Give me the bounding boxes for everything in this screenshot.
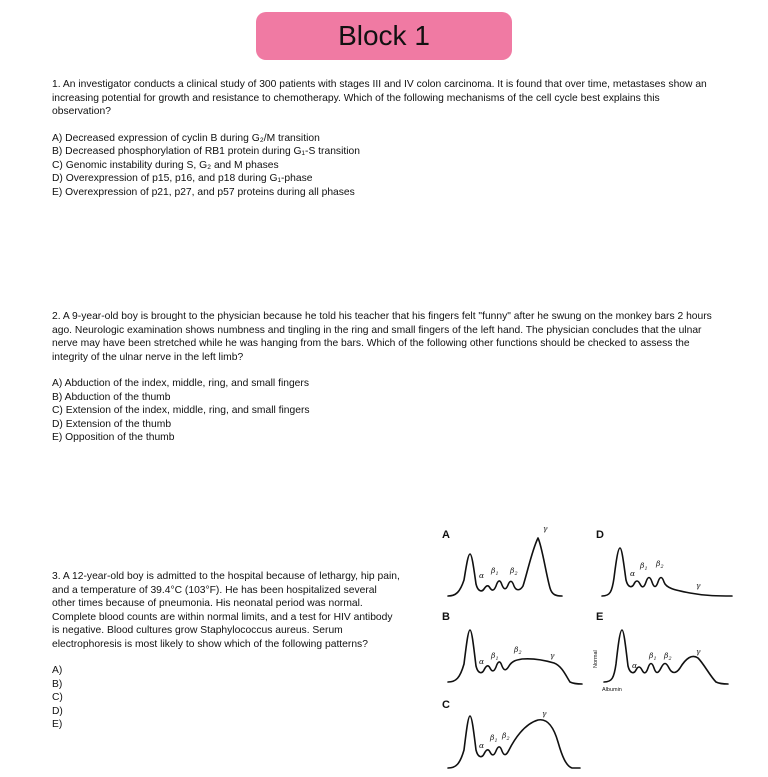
question-3-stem: 3. A 12-year-old boy is admitted to the hospital because of lethargy, hip pain, and a temperature of 39.4°C (103°F). He has been hospitalized several other times because of pneumonia. His neonatal period was normal. Complete blood counts are within normal limits, and a test for HIV antibody is negative. Blood cultures grow Staphylococcus aureus. Serum electrophoresis is most likely to show which of the following patterns?	[52, 571, 400, 650]
beta2-label: β	[664, 651, 669, 660]
alpha-label: α	[630, 569, 636, 578]
svg-text:1: 1	[495, 571, 499, 577]
answer-option[interactable]: D) Overexpression of p15, p16, and p18 during G₁-phase	[52, 173, 313, 184]
panel-d	[596, 529, 732, 596]
svg-text:1: 1	[653, 656, 657, 662]
answer-option[interactable]: D)	[52, 705, 63, 717]
curve-d	[602, 548, 732, 596]
question-2-options	[52, 377, 722, 445]
alpha-label: α	[479, 741, 485, 750]
gamma-label: γ	[542, 709, 547, 718]
svg-text:1: 1	[495, 656, 499, 662]
question-2-stem: 2. A 9-year-old boy is brought to the physician because he told his teacher that his fingers felt "funny" after he swung on the monkey bars 2 hours ago. Neurologic examination shows numbness and tingling in the ring and small fingers of the left hand. The physician concludes that the ulnar nerve may have been stretched while he was hanging from the bars. Which of the following other functions should be checked to assess the integrity of the ulnar nerve in the left limb?	[52, 311, 712, 363]
question-1-options	[52, 132, 712, 200]
panel-a	[442, 524, 562, 596]
question-2	[52, 310, 722, 445]
beta2-label: β	[510, 566, 515, 575]
curve-b	[448, 630, 582, 684]
panel-label-b: B	[442, 611, 450, 623]
y-axis-label: Normal	[593, 650, 599, 668]
answer-option[interactable]: D) Extension of the thumb	[52, 418, 172, 430]
x-axis-label: Albumin	[602, 687, 622, 693]
beta2-label: β	[502, 731, 507, 740]
curve-a	[448, 538, 562, 596]
question-3	[52, 570, 402, 732]
panel-b	[442, 611, 582, 684]
answer-option[interactable]: B)	[52, 678, 63, 690]
beta1-label: β	[491, 651, 496, 660]
beta2-label: β	[514, 645, 519, 654]
beta1-label: β	[640, 561, 645, 570]
panel-e	[593, 611, 728, 693]
answer-option[interactable]: B) Decreased phosphorylation of RB1 protein during G₁-S transition	[52, 146, 360, 157]
answer-option[interactable]: A) Decreased expression of cyclin B during G₂/M transition	[52, 132, 320, 144]
question-1	[52, 78, 712, 199]
gamma-label: γ	[550, 651, 555, 660]
panel-label-d: D	[596, 529, 604, 541]
beta2-label: β	[656, 559, 661, 568]
svg-text:2: 2	[506, 736, 510, 742]
panel-label-c: C	[442, 699, 450, 711]
panel-label-e: E	[596, 611, 604, 623]
beta1-label: β	[490, 733, 495, 742]
svg-text:2: 2	[660, 564, 664, 570]
alpha-label: α	[479, 571, 485, 580]
beta1-label: β	[491, 566, 496, 575]
question-1-stem: 1. An investigator conducts a clinical study of 300 patients with stages III and IV colon carcinoma. It is found that over time, metastases show an increasing potential for growth and resistance to chemotherapy. Which of the following mechanisms of the cell cycle best explains this observation?	[52, 79, 707, 117]
block-title: Block 1	[338, 20, 430, 51]
electrophoresis-figure	[434, 518, 746, 770]
electrophoresis-patterns	[434, 518, 746, 770]
answer-option[interactable]: A)	[52, 665, 63, 676]
svg-text:2: 2	[514, 571, 518, 577]
gamma-label: γ	[696, 581, 701, 590]
answer-option[interactable]: E) Opposition of the thumb	[52, 432, 175, 443]
svg-text:2: 2	[518, 650, 522, 656]
answer-option[interactable]: A) Abduction of the index, middle, ring, and small fingers	[52, 378, 309, 389]
gamma-label: γ	[543, 524, 548, 533]
panel-c	[442, 699, 580, 768]
svg-text:1: 1	[494, 738, 498, 744]
alpha-label: α	[479, 657, 485, 666]
answer-option[interactable]: B) Abduction of the thumb	[52, 391, 171, 403]
svg-text:2: 2	[668, 656, 672, 662]
alpha-label: α	[632, 661, 638, 670]
curve-c	[448, 716, 580, 768]
beta1-label: β	[649, 651, 654, 660]
answer-option[interactable]: C) Extension of the index, middle, ring, and small fingers	[52, 405, 310, 416]
question-3-options	[52, 664, 402, 732]
gamma-label: γ	[696, 647, 701, 656]
answer-option[interactable]: C) Genomic instability during S, G₂ and M phases	[52, 159, 279, 171]
panel-label-a: A	[442, 529, 450, 541]
answer-option[interactable]: E)	[52, 719, 63, 730]
svg-text:1: 1	[644, 566, 648, 572]
block-title-banner	[256, 12, 512, 60]
answer-option[interactable]: E) Overexpression of p21, p27, and p57 proteins during all phases	[52, 186, 355, 198]
answer-option[interactable]: C)	[52, 692, 63, 703]
